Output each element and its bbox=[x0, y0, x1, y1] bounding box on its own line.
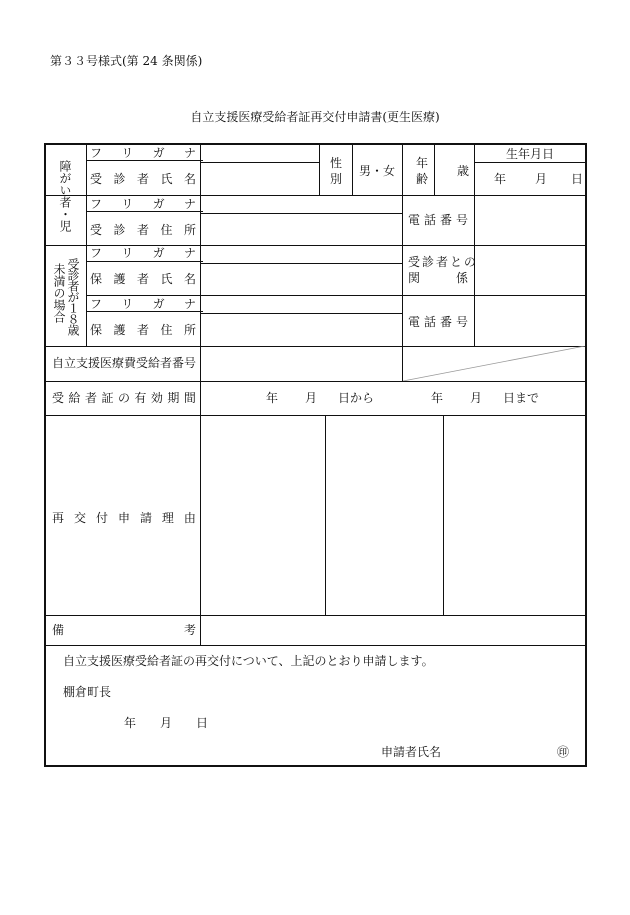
validity-to-year: 年 bbox=[431, 391, 444, 405]
form-title: 自立支援医療受給者証再交付申請書(更生医療) bbox=[190, 110, 440, 124]
application-form bbox=[44, 143, 587, 767]
date-month: 月 bbox=[160, 716, 173, 730]
diagonal-line bbox=[403, 346, 585, 381]
patient-address-furigana-label: フ リ ガ ナ bbox=[90, 197, 196, 211]
remarks-label: 備 考 bbox=[52, 623, 196, 637]
birth-year: 年 bbox=[494, 172, 507, 186]
guardian-group-label-1: 受診者が１８歳 bbox=[66, 258, 80, 335]
patient-group-label: 障がい者・児 bbox=[58, 160, 72, 232]
validity-from-year: 年 bbox=[266, 391, 279, 405]
recipient: 棚倉町長 bbox=[63, 685, 112, 699]
birthdate-label: 生年月日 bbox=[505, 147, 554, 161]
sex-label: 性 別 bbox=[329, 156, 342, 186]
birth-day: 日 bbox=[571, 172, 584, 186]
relation-label-2: 関 係 bbox=[408, 271, 468, 285]
guardian-group-label-2: 未満の場合 bbox=[52, 263, 66, 323]
patient-address-label: 受 診 者 住 所 bbox=[90, 223, 196, 237]
guardian-address-label: 保 護 者 住 所 bbox=[90, 323, 196, 337]
applicant-label: 申請者氏名 bbox=[381, 745, 442, 759]
birth-month: 月 bbox=[535, 172, 548, 186]
guardian-address-furigana-label: フ リ ガ ナ bbox=[90, 297, 196, 311]
validity-to-month: 月 bbox=[470, 391, 483, 405]
guardian-furigana-label: フ リ ガ ナ bbox=[90, 246, 196, 260]
age-label: 年 齢 bbox=[416, 156, 429, 186]
seal-mark: ㊞ bbox=[557, 745, 570, 759]
date-day: 日 bbox=[196, 716, 209, 730]
cert-number-label: 自立支援医療費受給者番号 bbox=[52, 356, 197, 370]
validity-from-month: 月 bbox=[305, 391, 318, 405]
patient-name-label: 受 診 者 氏 名 bbox=[90, 172, 196, 186]
validity-label: 受 給 者 証 の 有 効 期 間 bbox=[52, 391, 196, 405]
statement: 自立支援医療受給者証の再交付について、上記のとおり申請します。 bbox=[63, 654, 434, 668]
validity-to-suffix: 日まで bbox=[503, 391, 540, 405]
relation-label-1: 受診者との bbox=[408, 255, 479, 269]
date-year: 年 bbox=[124, 716, 137, 730]
sex-value: 男・女 bbox=[358, 164, 395, 178]
age-unit: 歳 bbox=[457, 164, 470, 178]
reason-label: 再 交 付 申 請 理 由 bbox=[52, 511, 196, 525]
patient-furigana-label: フ リ ガ ナ bbox=[90, 146, 196, 160]
guardian-name-label: 保 護 者 氏 名 bbox=[90, 272, 196, 286]
validity-from-suffix: 日から bbox=[338, 391, 375, 405]
guardian-phone-label: 電 話 番 号 bbox=[408, 315, 468, 329]
form-number: 第３３号様式(第 24 条関係) bbox=[50, 54, 203, 68]
patient-phone-label: 電 話 番 号 bbox=[408, 213, 468, 227]
